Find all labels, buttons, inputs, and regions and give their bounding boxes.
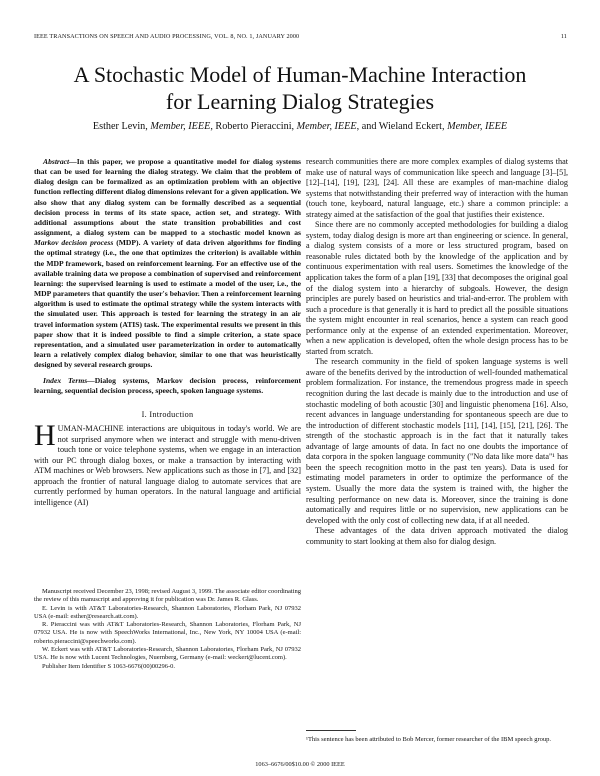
index-terms [34,376,301,396]
footnote-manuscript: Manuscript received December 23, 1998; revised August 3, 1999. The associate editor coordinating the review of this manuscript and approving it for publication was Dr. James R. Glass. [34,588,301,604]
author-2-role: Member, IEEE [296,121,357,132]
title-line-1: A Stochastic Model of Human-Machine Interaction [73,62,527,87]
footnote-rule [306,730,356,731]
copyright-line: 1063–6676/00$10.00 © 2000 IEEE [255,761,345,768]
footnote-right-text: ¹This sentence has been attributed to Bob Mercer, former researcher of the IBM speech group. [306,736,551,743]
abstract [34,157,301,370]
footnote-publisher-id: Publisher Item Identifier S 1063-6676(00)00296-0. [42,662,176,670]
page-number: 11 [560,33,567,40]
author-3-role: Member, IEEE [447,121,508,132]
footnote-block [34,588,301,671]
author-list [20,121,580,132]
paper-title [20,62,580,115]
abstract-label: Abstract— [43,157,77,166]
abstract-text: In this paper, we propose a quantitative model for dialog systems that can be used for learning the dialog strategy. We claim that the problem of dialog design can be formalized as an optimization problem with an objective function reflecting different dialog dimensions relevant for a given application. We also show that any dialog system can be formally described as a sequential decision process in terms of its state space, action set, and strategy. With additional assumptions about the state transition probabilities and cost assignment, a dialog system can be mapped to a stochastic model known as [34,157,301,238]
right-paragraph-4: These advantages of the data driven approach motivated the dialog community to start looking at them also for dialog design. [306,526,568,546]
right-column [306,157,568,547]
footnote-pieraccini: R. Pieraccini was with AT&T Laboratories-Research, Shannon Laboratories, Florham Park, NJ 07932 USA. He is now with SpeechWorks International, Inc., New York, NY 10004 USA (e-mail: roberto.pieraccini@speechworks.com). [34,621,301,645]
abstract-text-2: (MDP). A variety of data driven algorithms for finding the optimal strategy (i.e., the one that optimizes the criterion) is available within the MDP framework, based on reinforcement learning. For an effective use of the available training data we propose a combination of supervised and reinforcement learning: the supervised learning is used to estimate a model of the user, i.e., the MDP parameters that quantify the user's behavior. Then a reinforcement learning algorithm is used to estimate the optimal strategy while the system interacts with the simulated user. This approach is tested for learning the strategy in an air travel information system (ATIS) task. The experimental results we present in this paper show that it is indeed possible to find a simple criterion, a state space representation, and a simulated user parameterization in order to automatically learn a relatively complex dialog behavior, similar to one that was heuristically designed by several research groups. [34,238,301,370]
intro-paragraph [34,419,301,508]
footnote-levin: E. Levin is with AT&T Laboratories-Research, Shannon Laboratories, Florham Park, NJ 07932 USA (e-mail: esther@research.att.com). [34,604,301,620]
author-1-role: Member, IEEE [150,121,211,132]
drop-cap: H [34,419,56,453]
author-1: Esther Levin, [92,121,151,132]
footnote-right [306,736,568,744]
right-paragraph-3: The research community in the field of spoken language systems is well aware of the benefits derived by the introduction of well-founded mathematical problem formalization. For instance, the tremendous progress made in speech recognition during the last decade is mainly due to the introduction and use of stochastic modeling of both acoustic [30] and linguistic phenomena [16]. Also, recent advances in language understanding for spontaneous speech are due to the introduction of different stochastic models [11], [14], [15], [21], [26]. The strength of the stochastic approach is in the fact that it naturally takes advantage of large amounts of data. In fact no one doubts the importance of data corpora in the spoken language community ("No data like more data"¹ has been the speech recognition motto in the past ten years). Data is used for estimating model parameters in order to optimize the performance of the system. Usually the more data the system is trained with, the higher the resulting performance on new data is. Moreover, since the training is done automatically and requires little or no supervision, new applications can be developed with the only cost of collecting new data, if at all needed. [306,357,568,525]
left-column [34,157,301,509]
index-terms-text: Dialog systems, Markov decision process, reinforcement learning, sequential decision process, speech, spoken language systems. [34,376,302,396]
right-paragraph-1: research communities there are more complex examples of dialog systems that make use of natural ways of communication like speech and language [3]–[5], [12]–[14], [19], [23], [24]. All these are examples of man-machine dialog systems that notwithstanding their preferred way of interaction with the human (touch tone, keyboard, natural language, etc.) share a common principle: a strategy aimed at the satisfaction of the goal that justifies their existence. [306,157,568,219]
index-terms-label: Index Terms— [43,376,95,386]
author-2: , Roberto Pieraccini, [210,121,297,132]
author-3: , and Wieland Eckert, [356,121,448,132]
title-line-2: for Learning Dialog Strategies [165,88,435,114]
running-header: IEEE TRANSACTIONS ON SPEECH AND AUDIO PROCESSING, VOL. 8, NO. 1, JANUARY 2000 [34,33,300,40]
footnote-eckert: W. Eckert was with AT&T Laboratories-Research, Shannon Laboratories, Florham Park, NJ 07932 USA. He is now with Lucent Technologies, Nuernberg, Germany (e-mail: weckert@lucent.com). [34,646,301,662]
right-paragraph-2: Since there are no commonly accepted methodologies for building a dialog system, today dialog design is more art than engineering or science. In general, a dialog system consists of a more or less structured program, based on reasonable rules dictated both by the knowledge of the application and by continuous experimentation with real users. Sometimes the knowledge of the application takes the form of a plan [19], [33] that decomposes the original goal of the dialog system into a hierarchy of subgoals. However, the design principles are purely based on heuristics and trial-and-error. The problem with such a procedure is that generally it is hard to predict all the possible situations the system might encounter in real scenarios, hence a system can reach good performance only at the expense of an extended experimentation. Moreover, when a new application is developed, often the whole design process has to be started from scratch. [306,220,568,356]
section-heading-introduction: I. Introduction [141,409,194,419]
abstract-emphasis: Markov decision process [34,238,114,248]
intro-text: UMAN-MACHINE interactions are ubiquitous in today's world. We are not surprised anymore when we interact and struggle with menu-driven touch tone or voice telephone systems, when we engage in an interaction with our PC through dialog boxes, or make a transaction by interacting with ATM machines or Web browsers. New applications such as those in [7], and [32] approach the frontier of natural language dialog to automate services that are currently performed by human operators. In the natural language and artificial intelligence (AI) [34,424,301,507]
